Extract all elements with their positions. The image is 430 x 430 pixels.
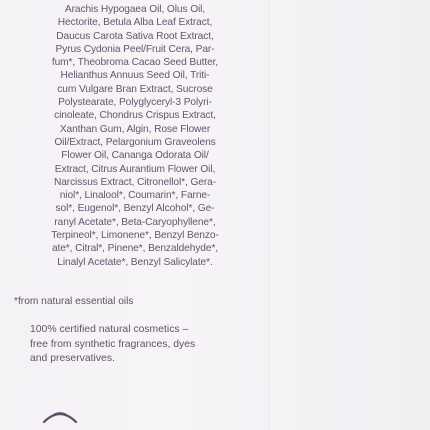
ingredients-line: Arachis Hypogaea Oil, Olus Oil, [64, 4, 206, 15]
certification-line: 100% certified natural cosmetics – [30, 324, 189, 335]
ingredients-line: sol*, Eugenol*, Benzyl Alcohol*, Ge- [55, 203, 215, 215]
ingredients-line: fum*, Theobroma Cacao Seed Butter, [51, 57, 219, 69]
certification-line: free from synthetic fragrances, dyes [30, 338, 196, 350]
ingredients-line: Extract, Citrus Aurantium Flower Oil, [54, 163, 216, 175]
ingredients-line: Polystearate, Polyglyceryl-3 Polyri- [58, 97, 212, 109]
ingredients-line: Linalyl Acetate*, Benzyl Salicylate*. [57, 256, 213, 268]
ingredients-line: Narcissus Extract, Citronellol*, Gera- [53, 176, 217, 188]
essential-oils-footnote: *from natural essential oils [14, 296, 134, 307]
ingredients-list [0, 3, 270, 269]
ingredients-line: ranyl Acetate*, Beta-Caryophyllene*, [54, 216, 216, 228]
ingredients-line: Terpineol*, Limonene*, Benzyl Benzo- [51, 230, 219, 242]
ingredients-line: Flower Oil, Cananga Odorata Oil/ [61, 150, 209, 162]
ingredients-line: Xanthan Gum, Algin, Rose Flower [59, 123, 211, 135]
leaf-arc-logo-icon [40, 402, 80, 426]
ingredients-line: Hectorite, Betula Alba Leaf Extract, [57, 17, 213, 29]
ingredients-line: Helianthus Annuus Seed Oil, Triti- [60, 70, 210, 82]
ingredients-line: Oil/Extract, Pelargonium Graveolens [54, 136, 216, 148]
ingredients-line: ate*, Citral*, Pinene*, Benzaldehyde*, [51, 243, 219, 255]
ingredients-line: Daucus Carota Sativa Root Extract, [56, 30, 214, 42]
ingredients-line: niol*, Linalool*, Coumarin*, Farne- [59, 190, 211, 202]
ingredients-line: cinoleate, Chondrus Crispus Extract, [54, 110, 216, 122]
certification-line: and preservatives. [30, 353, 115, 365]
certification-statement [30, 323, 260, 367]
ingredients-line: Pyrus Cydonia Peel/Fruit Cera, Par- [55, 43, 215, 55]
ingredients-line: cum Vulgare Bran Extract, Sucrose [57, 83, 213, 95]
